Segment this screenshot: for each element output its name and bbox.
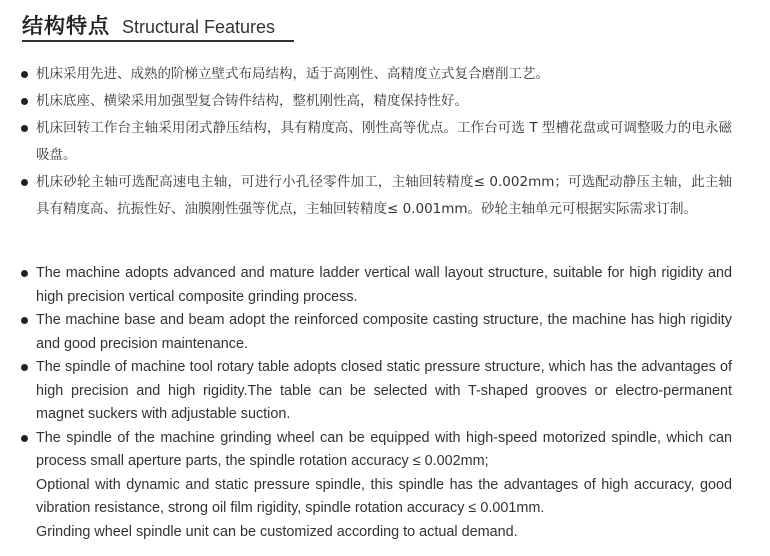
feature-text: The spindle of the machine grinding wheel can be equipped with high-speed motorized spindle, which can process small aperture parts, the spindle rotation accuracy ≤ 0.002mm; [36,429,732,469]
list-item [20,427,732,545]
title-underline [22,40,294,42]
bullet-icon [21,317,28,324]
feature-text: 机床底座、横梁采用加强型复合铸件结构，整机刚性高，精度保持性好。 [36,93,468,109]
list-item [20,115,732,169]
list-item [20,169,732,223]
features-list-cn [20,61,732,223]
section-title-en: Structural Features [122,17,276,37]
bullet-icon [21,435,28,442]
feature-text: 机床回转工作台主轴采用闭式静压结构，具有精度高、刚性高等优点。工作台可选 T 型槽花盘或可调整吸力的电永磁吸盘。 [36,120,732,163]
bullet-icon [21,270,28,277]
bullet-icon [21,364,28,371]
feature-text: The spindle of machine tool rotary table adopts closed static pressure structure, which has the advantages of high precision and high rigidity.The table can be selected with T-shaped grooves or electro-permanent magnet suckers with adjustable suction. [36,359,732,422]
features-list-en [20,262,732,544]
bullet-icon [21,98,28,105]
list-item [20,88,732,115]
feature-text: 机床采用先进、成熟的阶梯立壁式布局结构，适于高刚性、高精度立式复合磨削工艺。 [36,66,549,82]
list-item [20,309,732,356]
list-item [20,356,732,427]
bullet-icon [21,179,28,186]
feature-text-continued: Grinding wheel spindle unit can be customized according to actual demand. [36,523,518,540]
bullet-icon [21,71,28,78]
section-header [22,10,275,40]
feature-text: The machine adopts advanced and mature ladder vertical wall layout structure, suitable for high rigidity and high precision vertical composite grinding process. [36,265,732,305]
feature-text-continued: Optional with dynamic and static pressure spindle, this spindle has the advantages of high accuracy, good vibration resistance, strong oil film rigidity, spindle rotation accuracy ≤ 0.001mm. [36,476,732,516]
feature-text: The machine base and beam adopt the reinforced composite casting structure, the machine has high rigidity and good precision maintenance. [36,312,732,352]
list-item [20,262,732,309]
list-item [20,61,732,88]
section-title-cn: 结构特点 [22,14,110,38]
feature-text: 机床砂轮主轴可选配高速电主轴，可进行小孔径零件加工，主轴回转精度≤ 0.002mm；可选配动静压主轴，此主轴具有精度高、抗振性好、油膜刚性强等优点，主轴回转精度≤ 0.001mm。砂轮主轴单元可根据实际需求订制。 [36,174,732,217]
bullet-icon [21,125,28,132]
